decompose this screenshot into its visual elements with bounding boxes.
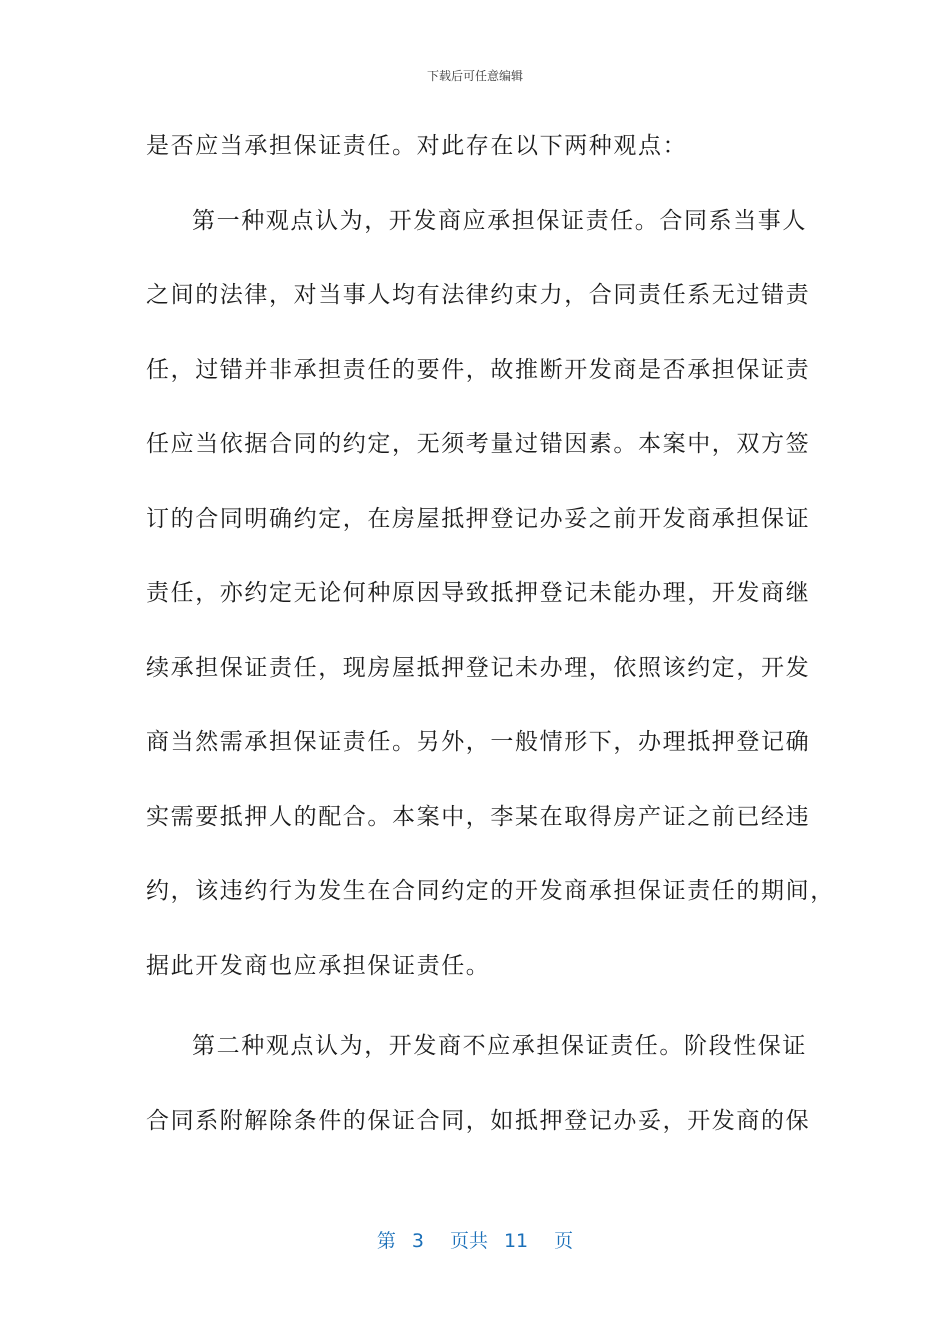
page-prefix: 第 xyxy=(376,1230,396,1252)
paragraph-line: 责任，亦约定无论何种原因导致抵押登记未能办理，开发商继 xyxy=(146,580,811,606)
paragraph-line: 任应当依据合同的约定，无须考量过错因素。本案中，双方签 xyxy=(146,431,811,457)
paragraph-line: 据此开发商也应承担保证责任。 xyxy=(146,952,491,979)
paragraph-line: 商当然需承担保证责任。另外，一般情形下，办理抵押登记确 xyxy=(146,729,811,755)
page-suffix: 页 xyxy=(554,1230,574,1252)
paragraph-line: 续承担保证责任，现房屋抵押登记未办理，依照该约定，开发 xyxy=(146,654,811,681)
header-note: 下载后可任意编辑 xyxy=(426,69,523,83)
document-body xyxy=(146,124,835,1173)
paragraph-line: 第一种观点认为，开发商应承担保证责任。合同系当事人 xyxy=(192,207,807,234)
paragraph-line: 合同系附解除条件的保证合同，如抵押登记办妥，开发商的保 xyxy=(146,1107,811,1134)
paragraph-line: 之间的法律，对当事人均有法律约束力，合同责任系无过错责 xyxy=(146,282,811,308)
paragraph-line: 是否应当承担保证责任。对此存在以下两种观点： xyxy=(146,133,688,159)
paragraph-line: 订的合同明确约定，在房屋抵押登记办妥之前开发商承担保证 xyxy=(146,505,811,532)
page-middle-text: 页共 xyxy=(449,1230,488,1252)
total-pages-number: 11 xyxy=(503,1230,529,1252)
paragraph-line: 约，该违约行为发生在合同约定的开发商承担保证责任的期间， xyxy=(146,878,835,904)
current-page-number: 3 xyxy=(411,1230,424,1252)
paragraph-line: 第二种观点认为，开发商不应承担保证责任。阶段性保证 xyxy=(192,1033,807,1059)
paragraph-line: 任，过错并非承担责任的要件，故推断开发商是否承担保证责 xyxy=(146,356,811,383)
page-number-footer xyxy=(0,1226,950,1253)
paragraph-line: 实需要抵押人的配合。本案中，李某在取得房产证之前已经违 xyxy=(146,803,811,830)
